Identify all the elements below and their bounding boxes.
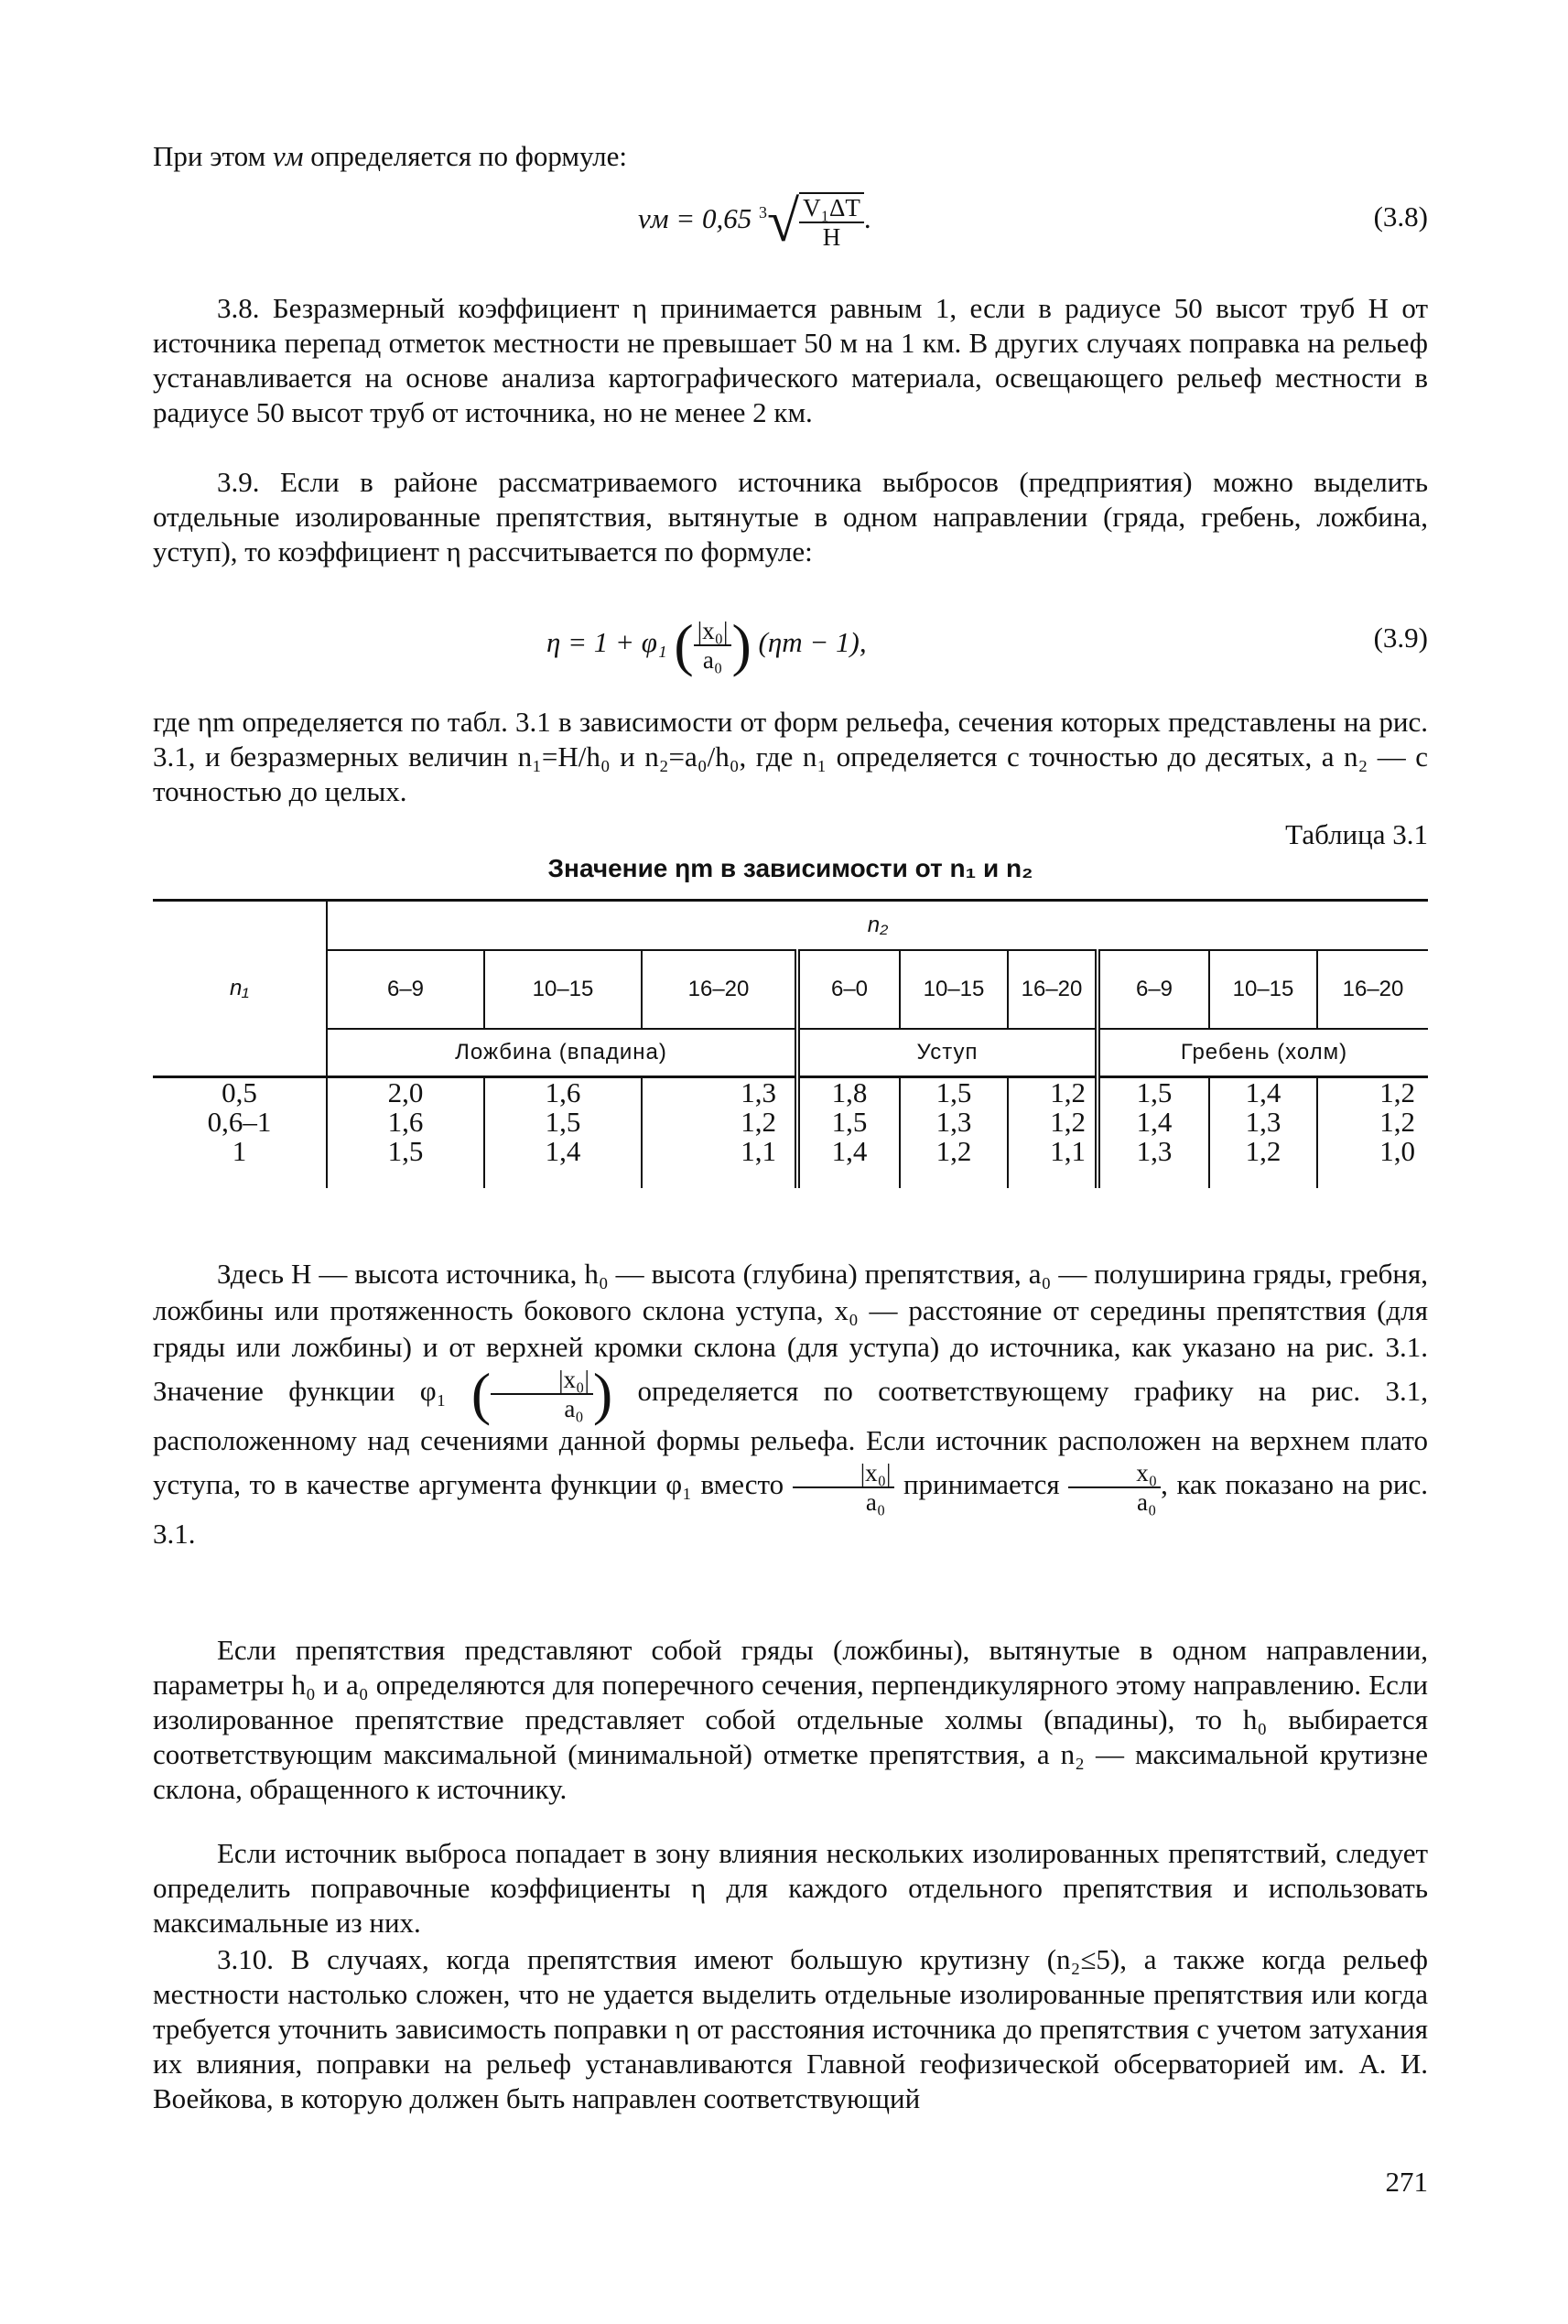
row-labels: 0,5 0,6–1 1: [207, 1076, 272, 1167]
intro-lead: При этом: [153, 140, 273, 172]
table-title: Значение ηm в зависимости от n₁ и n₂: [547, 854, 1033, 882]
range-cell: 16–20: [1317, 950, 1428, 1029]
value-column: 1,6 1,5 1,4: [484, 1077, 642, 1189]
value-column: 1,2 1,2 1,1: [1008, 1077, 1098, 1189]
value-column: 1,4 1,3 1,2: [1209, 1077, 1317, 1189]
header-n1: n₁: [153, 901, 327, 1077]
value-column: 1,5 1,3 1,2: [900, 1077, 1008, 1189]
formula-3-8-fraction: $\frac{\text{V₁ΔT}}{H}$: [799, 192, 864, 251]
phi-argument-fraction: $\frac{\text{|x₀|}}{\text{a₀}}$: [491, 1366, 593, 1422]
formula-3-8-lhs: vм = 0,65: [638, 202, 752, 235]
paragraph-3-9: 3.9. Если в районе рассматриваемого источника выбросов (предприятия) можно выделить отдельные изолированные препятствия, вытянутые в одном направлении (гряда, гребень, ложбина, уступ), то коэффициент η рассчитывается по формуле:: [153, 466, 1428, 567]
formula-3-8: vм = 0,65 $^3$√ $\frac{\text{V₁ΔT}}{H}$ . (3.8): [638, 189, 1428, 254]
range-cell: 16–20: [642, 950, 797, 1029]
paragraph-where: где ηm определяется по табл. 3.1 в зависимости от форм рельефа, сечения которых представлены на рис. 3.1, и безразмерных величин n₁=H/h₀ и n₂=a₀/h₀, где n₁ определяется с точностью до десятых, а n₂ — с точностью до целых.: [153, 706, 1428, 807]
value-column: 1,5 1,4 1,3: [1098, 1077, 1209, 1189]
table-3-1: [153, 899, 1428, 1188]
paragraph-3-10: 3.10. В случаях, когда препятствия имеют большую крутизну (n₂≤5), а также когда рельеф местности настолько сложен, что не удается выделить отдельные изолированные препятствия или когда требуется уточнить зависимость поправки η от расстояния источника до препятствия с учетом затухания их влияния, поправки на рельеф устанавливаются Главной геофизической обсерваторией им. А. И. Воейкова, в которую должен быть направлен соответствующий: [153, 1943, 1428, 2114]
formula-3-9-rhs: (ηm − 1),: [758, 626, 867, 659]
group-label: Уступ: [797, 1029, 1098, 1077]
range-cell: 6–9: [1098, 950, 1209, 1029]
intro-line: [153, 139, 1428, 174]
formula-3-8-number: (3.8): [1373, 200, 1428, 232]
table-caption: Таблица 3.1: [1285, 818, 1428, 850]
vm-symbol: vм: [272, 140, 304, 172]
group-label: Ложбина (впадина): [327, 1029, 797, 1077]
range-cell: 10–15: [484, 950, 642, 1029]
formula-3-9-number: (3.9): [1373, 622, 1428, 654]
range-cell: 16–20: [1008, 950, 1098, 1029]
formula-3-9-lhs: η = 1 + φ₁: [546, 626, 667, 659]
group-label: Гребень (холм): [1098, 1029, 1428, 1077]
new-argument-fraction: $\frac{\text{x₀}}{\text{a₀}}$: [1068, 1459, 1161, 1516]
value-column: 1,3 1,2 1,1: [642, 1077, 797, 1189]
value-column: 1,8 1,5 1,4: [797, 1077, 900, 1189]
formula-3-9-fraction: $\frac{\text{|x₀|}}{\text{a₀}}$: [694, 617, 732, 674]
range-cell: 6–9: [327, 950, 484, 1029]
paragraph-obstacles: Если препятствия представляют собой гряды (ложбины), вытянутые в одном направлении, параметры h₀ и a₀ определяются для поперечного сечения, перпендикулярного этому направлению. Если изолированное препятствие представляет собой отдельные холмы (впадины), то h₀ выбирается соответствующим максимальной (минимальной) отметке препятствия, а n₂ — максимальной крутизне склона, обращенного к источнику.: [153, 1634, 1428, 1805]
intro-rest: определяется по формуле:: [303, 140, 627, 172]
range-cell: 10–15: [900, 950, 1008, 1029]
value-column: 2,0 1,6 1,5: [327, 1077, 484, 1189]
replaced-argument-fraction: $\frac{\text{|x₀|}}{\text{a₀}}$: [793, 1459, 895, 1516]
formula-3-9: η = 1 + φ₁ ( $\frac{\text{|x₀|}}{\text{a₀}}$ ) (ηm − 1), (3.9): [546, 612, 1428, 677]
paragraph-here: Здесь H — высота источника, h₀ — высота (глубина) препятствия, a₀ — полуширина гряды, гребня, ложбины или протяженность бокового склона уступа, x₀ — расстояние от середины препятствия (для гряды или ложбины) и от верхней кромки склона (для уступа) до источника, как указано на рис. 3.1. Значение функции φ₁ ( $\frac{\text{|x₀|}}{\text{a₀}}$ ) определяется по соответствующему графику на рис. 3.1, расположенному над сечениями данной формы рельефа. Если источник расположен на верхнем плато уступа, то в качестве аргумента функции φ₁ вместо $\frac{\text{|x₀|}}{\text{a₀}}$ принимается $\frac{\text{x₀}}{\text{a₀}}$ , как показано на рис. 3.1.: [153, 1258, 1429, 1550]
range-cell: 10–15: [1209, 950, 1317, 1029]
paragraph-3-8: 3.8. Безразмерный коэффициент η принимается равным 1, если в радиусе 50 высот труб H от источника перепад отметок местности не превышает 50 м на 1 км. В других случаях поправка на рельеф устанавливается на основе анализа картографического материала, освещающего рельеф местности в радиусе 50 высот труб от источника, но не менее 2 км.: [153, 292, 1428, 428]
root-index: 3: [758, 202, 767, 222]
value-column: 1,2 1,2 1,0: [1317, 1077, 1428, 1189]
header-n2: n₂: [327, 901, 1428, 951]
page-number: 271: [1385, 2166, 1428, 2198]
paragraph-source: Если источник выброса попадает в зону влияния нескольких изолированных препятствий, следует определить поправочные коэффициенты η для каждого отдельного препятствия и использовать максимальные из них.: [153, 1837, 1428, 1939]
range-cell: 6–0: [797, 950, 900, 1029]
